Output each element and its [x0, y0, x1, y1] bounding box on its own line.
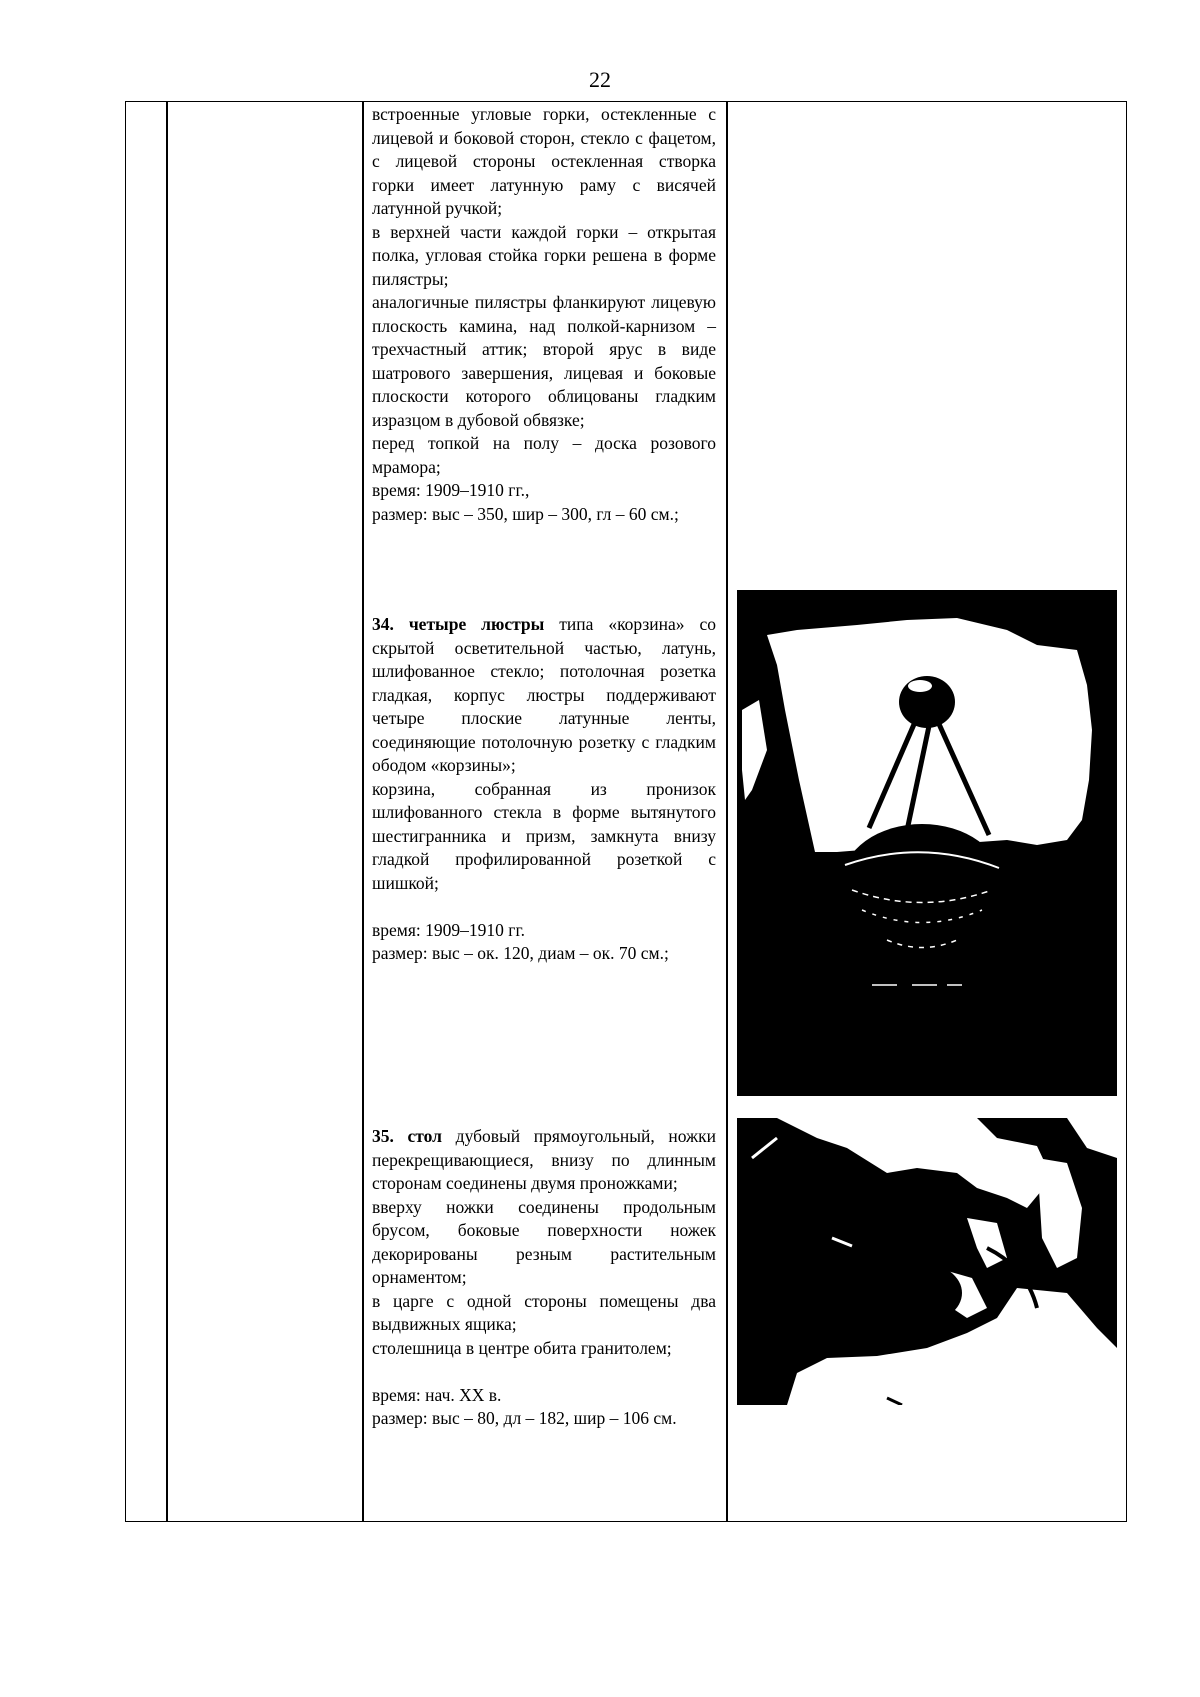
paragraph: аналогичные пилястры фланкируют лицевую плоскость камина, над полкой-карнизом – трехчастный аттик; второй ярус в виде шатрового завершения, лицевая и боковые плоскости которого облицованы гладким изразцом в дубовой обвязке; — [372, 292, 716, 430]
paragraph: перед топкой на полу – доска розового мрамора; — [372, 433, 716, 477]
column-divider — [362, 101, 364, 1522]
table-photo — [737, 1118, 1117, 1405]
page-number: 22 — [589, 67, 611, 92]
size-line: размер: выс – 350, шир – 300, гл – 60 см.; — [372, 503, 679, 524]
time-line: время: нач. XX в. — [372, 1384, 502, 1405]
column-divider — [726, 101, 728, 1522]
entry-34 — [372, 613, 716, 966]
entry-lead: типа «корзина» со скрытой осветительной частью, латунь, шлифованное стекло; потолочная розетка гладкая, корпус люстры поддерживают четыре плоские латунные ленты, соединяющие потолочную розетку с гладким ободом «корзины»; — [372, 614, 717, 775]
entry-continued — [372, 103, 716, 526]
entry-35 — [372, 1125, 716, 1431]
entry-number: 34. — [372, 614, 394, 634]
time-line: время: 1909–1910 гг. — [372, 919, 526, 940]
table-image — [737, 1118, 1117, 1405]
chandelier-image — [737, 590, 1117, 1096]
column-divider — [166, 101, 168, 1522]
paragraph: встроенные угловые горки, остекленные с лицевой и боковой сторон, стекло с фацетом, с лицевой стороны остекленная створка горки имеет латунную раму с висячей латунной ручкой; — [372, 104, 716, 218]
entry-title: стол — [407, 1126, 443, 1146]
paragraph: корзина, собранная из пронизок шлифованного стекла в форме вытянутого шестигранника и призм, замкнута внизу гладкой профилированной розеткой с шишкой; — [372, 778, 716, 893]
chandelier-photo — [737, 590, 1117, 1096]
entry-number: 35. — [372, 1126, 394, 1146]
paragraph: в царге с одной стороны помещены два выдвижных ящика; — [372, 1290, 716, 1334]
size-line: размер: выс – 80, дл – 182, шир – 106 см. — [372, 1408, 677, 1428]
entry-lead: дубовый прямоугольный, ножки перекрещивающиеся, внизу по длинным сторонам соединены двумя проножками; — [372, 1126, 716, 1193]
paragraph: столешница в центре обита гранитолем; — [372, 1337, 672, 1358]
size-line: размер: выс – ок. 120, диам – ок. 70 см.; — [372, 943, 669, 963]
time-line: время: 1909–1910 гг., — [372, 480, 530, 500]
paragraph: вверху ножки соединены продольным брусом, боковые поверхности ножек декорированы резным растительным орнаментом; — [372, 1196, 716, 1287]
entry-title: четыре люстры — [408, 614, 545, 634]
paragraph: в верхней части каждой горки – открытая полка, угловая стойка горки решена в форме пилястры; — [372, 221, 716, 289]
